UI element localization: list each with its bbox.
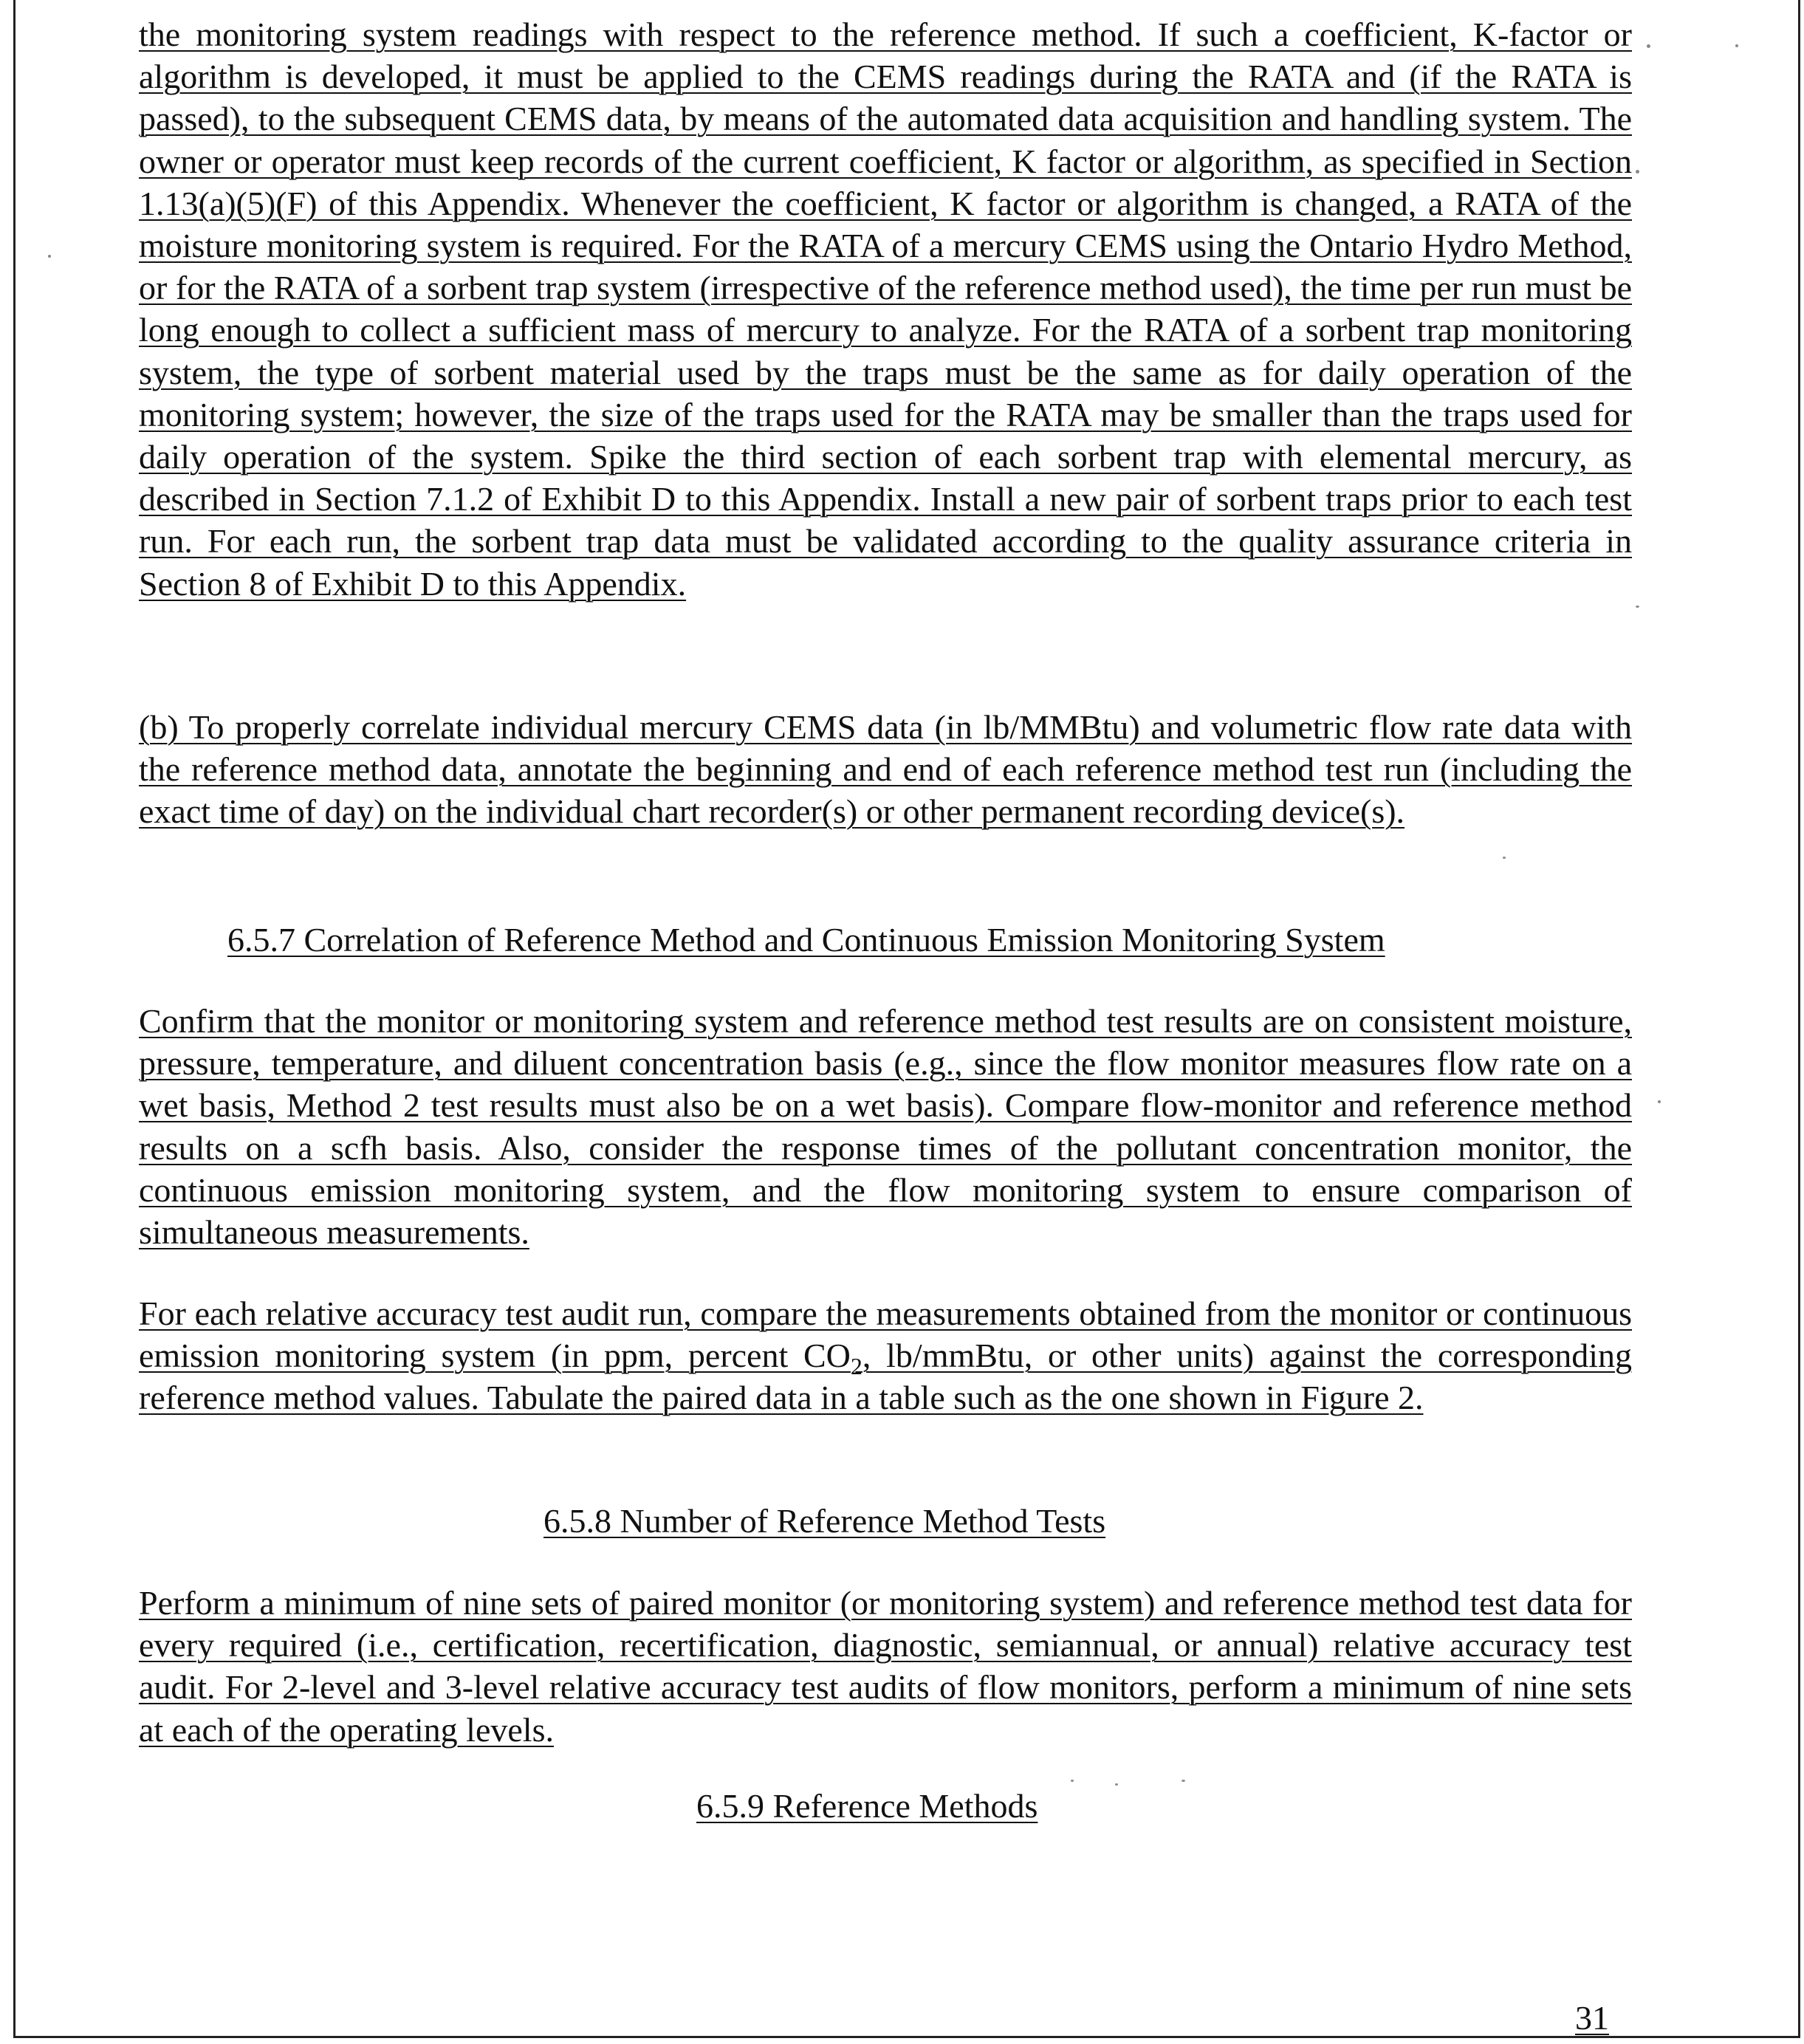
scan-speck [48, 255, 51, 258]
scan-speck [1647, 44, 1650, 48]
section-heading-6-5-8: 6.5.8 Number of Reference Method Tests [543, 1502, 1106, 1540]
paragraph-compare-measurements [139, 1292, 1632, 1419]
paragraph-rata-coefficient: the monitoring system readings with respect to the reference method. If such a coefficient, K-factor or algorithm is developed, it must be applied to the CEMS readings during the RATA and (if the RATA is passed), to the subsequent CEMS data, by means of the automated data acquisition and handling system. The owner or operator must keep records of the current coefficient, K factor or algorithm, as specified in Section 1.13(a)(5)(F) of this Appendix. Whenever the coefficient, K factor or algorithm is changed, a RATA of the moisture monitoring system is required. For the RATA of a mercury CEMS using the Ontario Hydro Method, or for the RATA of a sorbent trap system (irrespective of the reference method used), the time per run must be long enough to collect a sufficient mass of mercury to analyze. For the RATA of a sorbent trap monitoring system, the type of sorbent material used by the traps must be the same as for daily operation of the monitoring system; however, the size of the traps used for the RATA may be smaller than the traps used for daily operation of the system. Spike the third section of each sorbent trap with elemental mercury, as described in Section 7.1.2 of Exhibit D to this Appendix. Install a new pair of sorbent traps prior to each test run. For each run, the sorbent trap data must be validated according to the quality assurance criteria in Section 8 of Exhibit D to this Appendix. [139, 16, 1632, 603]
subscript-two: 2 [850, 1353, 862, 1380]
scan-speck [1636, 170, 1639, 174]
paragraph-confirm-basis: Confirm that the monitor or monitoring system and reference method test results are on consistent moisture, pressure, temperature, and diluent concentration basis (e.g., since the flow monitor measures flow rate on a wet basis, Method 2 test results must also be on a wet basis). Compare flow-monitor and reference method results on a scfh basis. Also, consider the response times of the pollutant concentration monitor, the continuous emission monitoring system, and the flow monitoring system to ensure comparison of simultaneous measurements. [139, 1002, 1632, 1252]
page-number: 31 [1575, 1999, 1609, 2037]
section-heading-6-5-9: 6.5.9 Reference Methods [696, 1787, 1038, 1825]
scan-speck [1503, 857, 1506, 859]
scan-speck [1181, 1780, 1185, 1782]
paragraph-text-part-1: For each relative accuracy test audit run, compare the measurements obtained from the monitor or continuous emission monitoring system (in ppm, percent CO [139, 1294, 1632, 1375]
paragraph-minimum-sets: Perform a minimum of nine sets of paired monitor (or monitoring system) and reference method test data for every required (i.e., certification, recertification, diagnostic, semiannual, or annual) relative accuracy test audit. For 2-level and 3-level relative accuracy test audits of flow monitors, perform a minimum of nine sets at each of the operating levels. [139, 1584, 1632, 1749]
scan-speck [1636, 606, 1639, 608]
scan-speck [1071, 1780, 1074, 1782]
scan-speck [1115, 1783, 1118, 1786]
paragraph-text-part-2: , lb/mmBtu, or other units) against the corresponding reference method values. Tabulate the paired data in a table such as the one shown in Figure 2. [139, 1337, 1632, 1417]
scan-speck [1658, 1100, 1661, 1103]
paragraph-correlate-data: (b) To properly correlate individual mercury CEMS data (in lb/MMBtu) and volumetric flow rate data with the reference method data, annotate the beginning and end of each reference method test run (including the exact time of day) on the individual chart recorder(s) or other permanent recording device(s). [139, 708, 1632, 831]
section-heading-6-5-7: 6.5.7 Correlation of Reference Method and Continuous Emission Monitoring System [227, 921, 1385, 958]
scan-speck [1735, 44, 1738, 47]
